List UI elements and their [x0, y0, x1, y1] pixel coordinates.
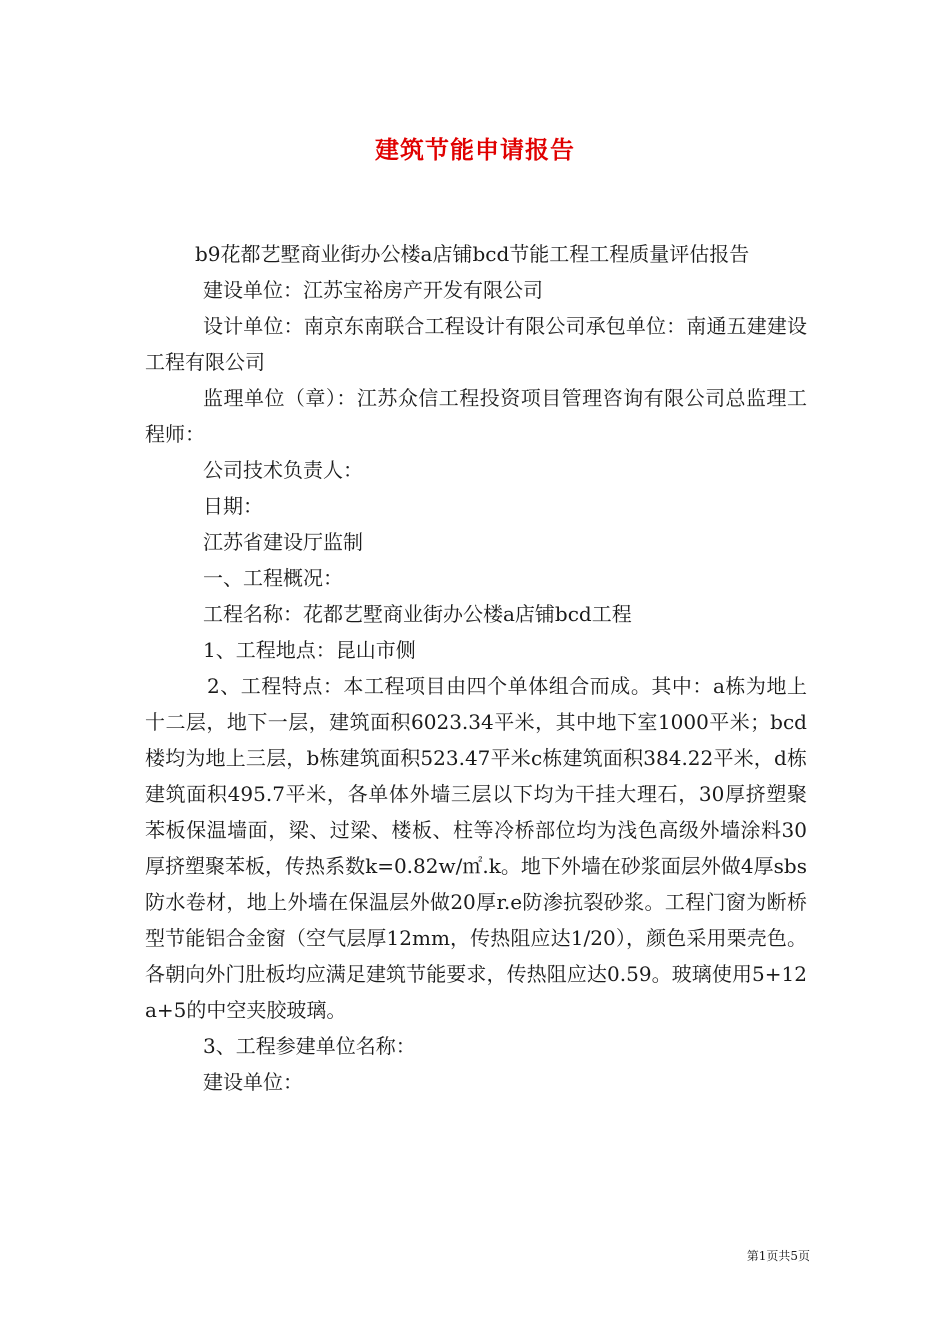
- report-heading-paragraph: b9花都艺墅商业街办公楼a店铺bcd节能工程工程质量评估报告: [195, 242, 750, 266]
- project-location-line: 1、工程地点：昆山市侧: [203, 638, 416, 662]
- date-line: 日期：: [203, 494, 263, 518]
- document-body: [145, 236, 807, 1100]
- design-contractor-line: 设计单位：南京东南联合工程设计有限公司承包单位：南通五建建设工程有限公司: [145, 314, 807, 374]
- section-heading-overview: 一、工程概况：: [203, 566, 343, 590]
- project-features-paragraph: 2、工程特点：本工程项目由四个单体组合而成。其中：a栋为地上十二层，地下一层，建筑面积6023.34平米，其中地下室1000平米；bcd楼均为地上三层，b栋建筑面积523.47平米c栋建筑面积384.22平米，d栋建筑面积495.7平米，各单体外墙三层以下均为干挂大理石，30厚挤塑聚苯板保温墙面，梁、过梁、楼板、柱等冷桥部位均为浅色高级外墙涂料30厚挤塑聚苯板，传热系数k=0.82w/㎡.k。地下外墙在砂浆面层外做4厚sbs防水卷材，地上外墙在保温层外做20厚r.e防渗抗裂砂浆。工程门窗为断桥型节能铝合金窗（空气层厚12mm，传热阻应达1/20），颜色采用栗壳色。各朝向外门肚板均应满足建筑节能要求，传热阻应达0.59。玻璃使用5+12a+5的中空夹胶玻璃。: [145, 674, 807, 1022]
- supervision-unit-line: 监理单位（章）：江苏众信工程投资项目管理咨询有限公司总监理工程师：: [145, 386, 807, 446]
- construction-unit-label: 建设单位：: [203, 1070, 303, 1094]
- technical-lead-line: 公司技术负责人：: [203, 458, 363, 482]
- project-name-line: 工程名称：花都艺墅商业街办公楼a店铺bcd工程: [203, 602, 632, 626]
- page-number: 第1页共5页: [746, 1249, 810, 1263]
- participants-heading: 3、工程参建单位名称：: [203, 1034, 416, 1058]
- supervisor-line: 江苏省建设厅监制: [203, 530, 363, 554]
- construction-unit-line: 建设单位：江苏宝裕房产开发有限公司: [203, 278, 543, 302]
- document-title: 建筑节能申请报告: [375, 135, 575, 164]
